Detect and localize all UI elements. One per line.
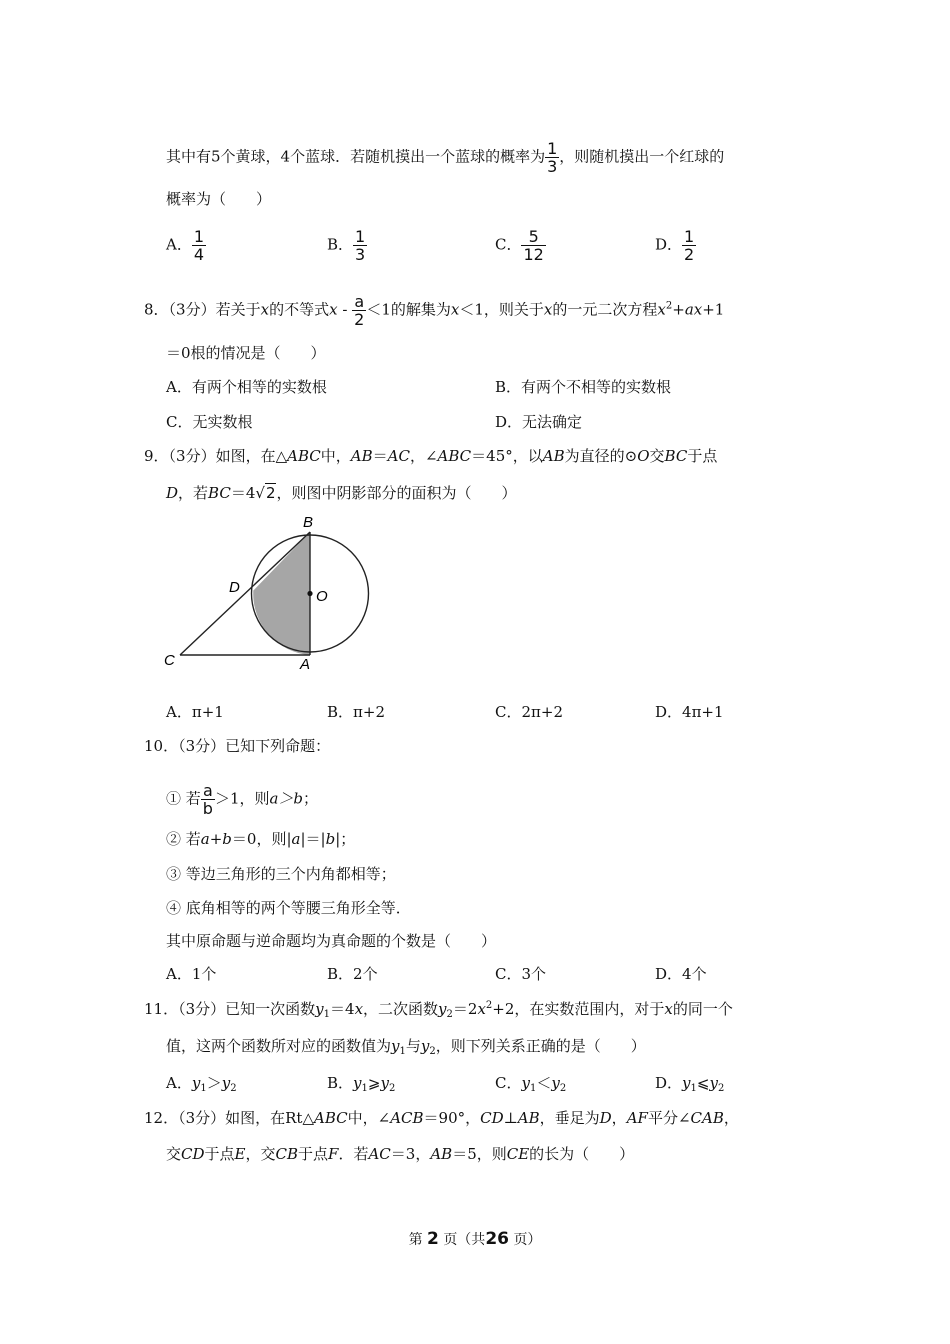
frac-num: a bbox=[352, 293, 366, 311]
q11-stem-line1 bbox=[144, 999, 733, 1019]
subscript: 2 bbox=[717, 1083, 725, 1094]
subscript: 1 bbox=[399, 1046, 406, 1057]
q12-text: ．若 bbox=[338, 1145, 369, 1163]
q9-text: ，∠ bbox=[409, 447, 438, 465]
q12-stem-line2 bbox=[166, 1144, 634, 1164]
var-x: x bbox=[477, 1000, 486, 1018]
option-label: D． bbox=[655, 703, 683, 721]
option-label: B． bbox=[495, 378, 522, 396]
option-label: C． bbox=[495, 965, 522, 983]
subscript: 2 bbox=[429, 1046, 436, 1057]
question-number: 9． bbox=[144, 447, 169, 465]
q10-text: ＝0，则| bbox=[231, 830, 292, 848]
label-a: A bbox=[300, 656, 311, 673]
var-x: x bbox=[450, 300, 460, 319]
q10-text: |＝| bbox=[300, 830, 326, 848]
question-score: （3分） bbox=[168, 447, 216, 465]
subscript: 1 bbox=[361, 1083, 368, 1094]
q11-text: 已知一次函数 bbox=[225, 1000, 316, 1018]
var-y: y bbox=[709, 1074, 718, 1092]
radicand: 2 bbox=[265, 484, 276, 502]
option-text: 4π+1 bbox=[682, 703, 724, 721]
var-y: y bbox=[682, 1074, 691, 1092]
q9-option-b[interactable] bbox=[327, 702, 385, 722]
var-x: x bbox=[354, 1000, 364, 1018]
q11-text: +2，在实数范围内，对于 bbox=[492, 1000, 665, 1018]
var: CAB bbox=[690, 1109, 724, 1127]
q11-text: 与 bbox=[405, 1037, 421, 1055]
q12-text: 于点 bbox=[298, 1145, 329, 1163]
var-y: y bbox=[551, 1074, 560, 1092]
shaded-region bbox=[253, 532, 310, 655]
frac-num: 1 bbox=[547, 139, 558, 158]
page-footer bbox=[0, 1229, 950, 1250]
option-text: 有两个相等的实数根 bbox=[191, 378, 327, 396]
q11-option-b[interactable] bbox=[327, 1073, 395, 1093]
q12-text: 于点 bbox=[204, 1145, 235, 1163]
var-x: x bbox=[664, 1000, 673, 1018]
var: CD bbox=[480, 1109, 504, 1127]
q9-text: 为直径的⊙ bbox=[564, 447, 638, 465]
var: CB bbox=[275, 1145, 299, 1163]
q7-text: 其中有5个黄球，4个蓝球．若随机摸出一个蓝球的概率为 bbox=[166, 147, 546, 166]
q12-text: ＝90°， bbox=[423, 1109, 481, 1127]
frac-den: b bbox=[202, 799, 213, 818]
option-label: D． bbox=[655, 235, 683, 254]
option-label: C． bbox=[495, 703, 522, 721]
q10-option-a[interactable] bbox=[166, 964, 216, 984]
option-label: D． bbox=[655, 965, 683, 983]
var: D bbox=[599, 1109, 612, 1127]
q7-stem-line2: 概率为（ ） bbox=[166, 190, 272, 208]
var: BC bbox=[664, 447, 688, 465]
var-y: y bbox=[191, 1074, 201, 1092]
center-point bbox=[307, 591, 312, 596]
option-fraction bbox=[682, 228, 696, 263]
option-text: 无法确定 bbox=[522, 413, 583, 431]
q10-text: ① 若 bbox=[166, 789, 201, 808]
subscript: 1 bbox=[690, 1083, 697, 1094]
var-x: x bbox=[657, 300, 666, 319]
frac-num: a bbox=[201, 782, 215, 800]
q12-stem-line1 bbox=[144, 1108, 739, 1128]
var-ax: ax bbox=[684, 300, 703, 319]
q8-text: ＜1的解集为 bbox=[366, 300, 451, 319]
q10-text: ； bbox=[303, 789, 319, 808]
var: D bbox=[166, 484, 179, 502]
q12-text: 交 bbox=[166, 1145, 182, 1163]
var-y: y bbox=[521, 1074, 530, 1092]
relation: ＞ bbox=[206, 1074, 222, 1092]
var: AF bbox=[626, 1109, 648, 1127]
label-o: O bbox=[316, 588, 328, 605]
var-y: y bbox=[353, 1074, 362, 1092]
q12-text: ，垂足为 bbox=[539, 1109, 600, 1127]
superscript: 2 bbox=[665, 300, 673, 312]
var: ABC bbox=[314, 1109, 348, 1127]
frac-den: 2 bbox=[354, 310, 365, 329]
q8-option-b[interactable] bbox=[495, 377, 671, 397]
q9-text: 如图，在△ bbox=[215, 447, 288, 465]
option-text: 3个 bbox=[521, 965, 547, 983]
q12-text: ， bbox=[611, 1109, 627, 1127]
q9-text: 于点 bbox=[687, 447, 718, 465]
q7-option-b[interactable] bbox=[327, 228, 367, 263]
q7-option-a[interactable] bbox=[166, 228, 206, 263]
frac-num: 1 bbox=[355, 227, 366, 246]
option-fraction bbox=[353, 228, 367, 263]
frac-den: 3 bbox=[355, 245, 366, 264]
var: AB bbox=[542, 447, 565, 465]
var: AC bbox=[387, 447, 410, 465]
question-score: （3分） bbox=[178, 1109, 226, 1127]
option-text: 4个 bbox=[682, 965, 707, 983]
q9-text: ＝45°，以 bbox=[471, 447, 543, 465]
relation: ⩾ bbox=[367, 1074, 381, 1092]
relation: ⩽ bbox=[696, 1074, 710, 1092]
var-y: y bbox=[391, 1037, 400, 1055]
question-score: （3分） bbox=[168, 300, 216, 319]
q12-text: 平分∠ bbox=[647, 1109, 691, 1127]
var-x: x bbox=[260, 300, 270, 319]
var: F bbox=[328, 1145, 339, 1163]
q9-text: 中， bbox=[320, 447, 351, 465]
q9-stem-line2 bbox=[166, 483, 517, 503]
q11-text: ＝4 bbox=[330, 1000, 355, 1018]
var-x: x bbox=[543, 300, 553, 319]
option-fraction bbox=[192, 228, 206, 263]
frac-num: 1 bbox=[684, 227, 695, 246]
question-number: 8． bbox=[144, 300, 169, 319]
label-c: C bbox=[164, 652, 175, 669]
footer-text: 第 bbox=[408, 1232, 423, 1248]
q7-option-c[interactable] bbox=[495, 228, 546, 263]
q11-text: ，则下列关系正确的是（ ） bbox=[435, 1037, 646, 1055]
var: ABC bbox=[437, 447, 472, 465]
q10-proposition-1 bbox=[166, 782, 318, 817]
q11-text: ，二次函数 bbox=[363, 1000, 439, 1018]
q9-figure bbox=[150, 508, 390, 678]
q9-text: ，则图中阴影部分的面积为（ ） bbox=[276, 484, 517, 502]
q10-question: 其中原命题与逆命题均为真命题的个数是（ ） bbox=[166, 932, 497, 950]
frac-den: 4 bbox=[193, 245, 205, 264]
var: a＞b bbox=[269, 789, 304, 808]
var-y: y bbox=[420, 1037, 430, 1055]
q12-text: ＝5，则 bbox=[452, 1145, 507, 1163]
var: ACB bbox=[390, 1109, 424, 1127]
option-label: C． bbox=[495, 1074, 522, 1092]
q9-stem-line1 bbox=[144, 446, 717, 466]
var: b bbox=[325, 830, 336, 848]
option-label: A． bbox=[166, 1074, 192, 1092]
q10-option-b[interactable] bbox=[327, 964, 378, 984]
footer-text: 页） bbox=[513, 1232, 542, 1248]
var: AC bbox=[368, 1145, 391, 1163]
option-label: D． bbox=[655, 1074, 683, 1092]
total-pages: 26 bbox=[485, 1229, 509, 1249]
q8-option-c[interactable] bbox=[166, 412, 253, 432]
q8-stem-line1 bbox=[144, 293, 724, 328]
option-label: C． bbox=[166, 413, 193, 431]
q10-stem bbox=[144, 736, 330, 756]
subscript: 2 bbox=[446, 1009, 453, 1020]
q8-option-a[interactable] bbox=[166, 377, 327, 397]
q9-text: ＝ bbox=[372, 447, 388, 465]
var-x: x bbox=[329, 300, 338, 319]
q10-proposition-2 bbox=[166, 829, 355, 849]
q8-text: ＜1，则关于 bbox=[459, 300, 544, 319]
q11-stem-line2 bbox=[166, 1036, 646, 1056]
q8-text: 的一元二次方程 bbox=[552, 300, 658, 319]
q12-text: ＝3， bbox=[390, 1145, 431, 1163]
var: O bbox=[637, 447, 650, 465]
question-number: 11． bbox=[144, 1000, 179, 1018]
frac-den: 12 bbox=[523, 245, 544, 264]
q12-text: ⊥ bbox=[503, 1109, 518, 1127]
footer-text: 页（共 bbox=[443, 1232, 486, 1248]
q8-text: + bbox=[672, 300, 685, 319]
frac-den: 2 bbox=[684, 245, 695, 264]
q10-text: ＞1，则 bbox=[214, 789, 270, 808]
page-number: 2 bbox=[427, 1229, 439, 1249]
var: a bbox=[291, 830, 301, 848]
q12-text: ， bbox=[723, 1109, 739, 1127]
var-y: y bbox=[438, 1000, 447, 1018]
q8-option-d[interactable] bbox=[495, 412, 582, 432]
option-text: 无实数根 bbox=[192, 413, 253, 431]
frac-num: 5 bbox=[521, 228, 545, 246]
subscript: 2 bbox=[388, 1083, 396, 1094]
q8-text: - bbox=[337, 300, 353, 319]
q10-text: ② 若 bbox=[166, 830, 201, 848]
q7-text: ，则随机摸出一个红球的 bbox=[559, 147, 725, 166]
q12-text: ，交 bbox=[245, 1145, 276, 1163]
option-label: A． bbox=[166, 965, 192, 983]
q10-text: |； bbox=[335, 830, 356, 848]
option-text: 有两个不相等的实数根 bbox=[521, 378, 672, 396]
frac-num: 1 bbox=[193, 227, 205, 246]
q11-option-d[interactable] bbox=[655, 1073, 724, 1093]
var: BC bbox=[208, 484, 231, 502]
label-b: B bbox=[303, 514, 314, 531]
var: E bbox=[234, 1145, 246, 1163]
q12-text: 如图，在Rt△ bbox=[225, 1109, 314, 1127]
sqrt: √2 bbox=[255, 484, 276, 502]
q8-text: 的不等式 bbox=[269, 300, 330, 319]
subscript: 2 bbox=[230, 1083, 237, 1094]
q12-text: 中，∠ bbox=[347, 1109, 391, 1127]
q9-text: ，若 bbox=[178, 484, 209, 502]
q11-text: 的同一个 bbox=[672, 1000, 733, 1018]
q10-option-c[interactable] bbox=[495, 964, 546, 984]
option-label: D． bbox=[495, 413, 523, 431]
question-number: 10． bbox=[144, 737, 179, 755]
option-text: 2个 bbox=[353, 965, 378, 983]
var: a+b bbox=[200, 830, 232, 848]
q9-text: 交 bbox=[649, 447, 665, 465]
question-number: 12． bbox=[144, 1109, 179, 1127]
q10-fraction bbox=[201, 782, 215, 817]
var: ABC bbox=[287, 447, 321, 465]
option-text: 1个 bbox=[191, 965, 217, 983]
option-fraction bbox=[521, 228, 545, 263]
subscript: 1 bbox=[323, 1009, 331, 1020]
question-score: （3分） bbox=[178, 1000, 226, 1018]
q8-text: 若关于 bbox=[215, 300, 261, 319]
var: AB bbox=[350, 447, 373, 465]
q10-option-d[interactable] bbox=[655, 964, 707, 984]
q7-fraction bbox=[545, 140, 559, 175]
var: CE bbox=[506, 1145, 530, 1163]
option-label: B． bbox=[327, 1074, 354, 1092]
q9-option-c[interactable] bbox=[495, 702, 563, 722]
q8-stem-line2: ＝0根的情况是（ ） bbox=[166, 344, 326, 362]
subscript: 2 bbox=[559, 1083, 567, 1094]
option-label: B． bbox=[327, 965, 354, 983]
option-label: A． bbox=[166, 378, 192, 396]
q8-text: +1 bbox=[702, 300, 725, 319]
var-y: y bbox=[380, 1074, 389, 1092]
option-text: π+1 bbox=[191, 703, 224, 721]
option-label: A． bbox=[166, 703, 192, 721]
q7-option-d[interactable] bbox=[655, 228, 696, 263]
option-text: 2π+2 bbox=[521, 703, 563, 721]
frac-den: 3 bbox=[547, 157, 558, 176]
option-label: A． bbox=[166, 235, 192, 254]
subscript: 1 bbox=[529, 1083, 537, 1094]
label-d: D bbox=[229, 579, 240, 596]
q10-proposition-4: ④ 底角相等的两个等腰三角形全等． bbox=[166, 899, 411, 917]
var: AB bbox=[430, 1145, 453, 1163]
q11-text: 值，这两个函数所对应的函数值为 bbox=[166, 1037, 392, 1055]
q7-stem-line1 bbox=[166, 140, 724, 175]
option-label: C． bbox=[495, 235, 522, 254]
question-score: （3分） bbox=[178, 737, 226, 755]
q9-option-d[interactable] bbox=[655, 702, 724, 722]
q9-text: ＝4 bbox=[230, 484, 256, 502]
q11-text: ＝2 bbox=[452, 1000, 478, 1018]
q11-option-c[interactable] bbox=[495, 1073, 566, 1093]
var: AB bbox=[517, 1109, 540, 1127]
relation: ＜ bbox=[536, 1074, 552, 1092]
option-text: π+2 bbox=[353, 703, 386, 721]
option-label: B． bbox=[327, 703, 354, 721]
q9-option-a[interactable] bbox=[166, 702, 224, 722]
q10-proposition-3: ③ 等边三角形的三个内角都相等； bbox=[166, 865, 396, 883]
q11-option-a[interactable] bbox=[166, 1073, 237, 1093]
var-y: y bbox=[221, 1074, 231, 1092]
q10-text: 已知下列命题： bbox=[225, 737, 331, 755]
var: CD bbox=[181, 1145, 205, 1163]
subscript: 1 bbox=[200, 1083, 207, 1094]
q12-text: 的长为（ ） bbox=[529, 1145, 635, 1163]
superscript: 2 bbox=[485, 1000, 493, 1011]
q8-fraction bbox=[352, 293, 366, 328]
option-label: B． bbox=[327, 235, 354, 254]
var-y: y bbox=[315, 1000, 324, 1018]
